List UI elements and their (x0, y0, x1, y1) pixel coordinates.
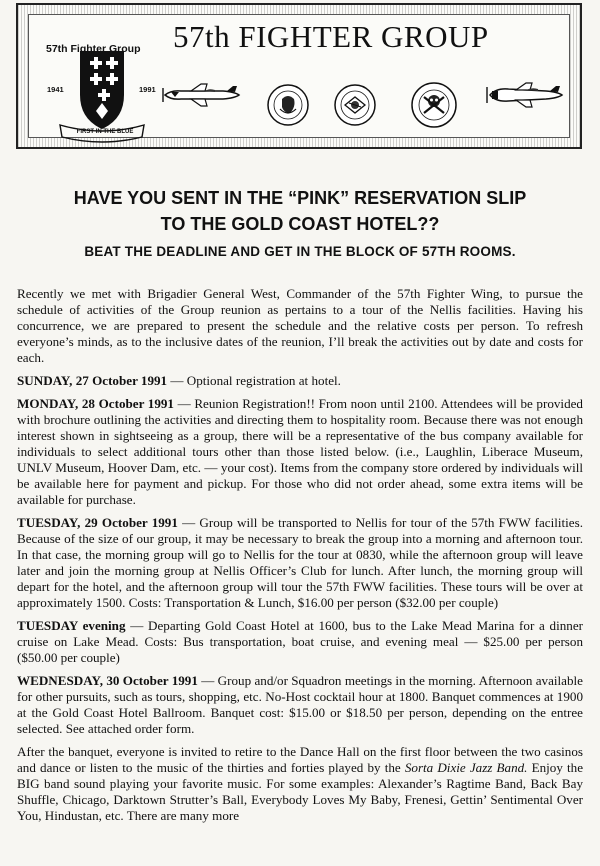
sunday-paragraph (17, 373, 583, 389)
monday-lead: MONDAY, 28 October 1991 (17, 396, 174, 411)
p47-plane-icon (484, 80, 566, 110)
banner-title: 57th FIGHTER GROUP (173, 19, 489, 54)
headline-subline: BEAT THE DEADLINE AND GET IN THE BLOCK OF 57TH ROOMS. (84, 244, 516, 259)
header-banner (16, 3, 582, 149)
wednesday-lead: WEDNESDAY, 30 October 1991 (17, 673, 198, 688)
tuesday-evening-lead: TUESDAY evening (17, 618, 126, 633)
tuesday-text: — Group will be transported to Nellis for tour of the 57th FWW facilities. Because of the size of our group, it may be necessary to break the group into a morning and afternoon tour. In that case, the morning group will go to Nellis for the tour at 0830, while the afternoon group will leave later and join the morning group at Nellis Officer’s Club for lunch. After lunch, the morning group will depart for the hotel, and the afternoon group will tour the 57th FWW facilities. These tours will be over at approximately 1500. Costs: Transportation & Lunch, $16.00 per person ($32.00 per couple) (17, 515, 583, 610)
wednesday-paragraph (17, 673, 583, 737)
crest-year-right: 1991 (139, 85, 156, 94)
headline-line-1: HAVE YOU SENT IN THE “PINK” RESERVATION SLIP (73, 188, 527, 208)
band-name: Sorta Dixie Jazz Band. (404, 760, 528, 775)
wednesday-text: — Group and/or Squadron meetings in the morning. Afternoon available for other pursuits, such as tours, shopping, etc. No-Host cocktail hour at 1800. Banquet commences at 1900 at the Gold Coast Hotel Ballroom. Banquet cost: $15.00 or $18.50 per person, depending on the entree selected. See attached order form. (17, 673, 583, 736)
after-banquet-paragraph (17, 744, 583, 824)
intro-paragraph: Recently we met with Brigadier General West, Commander of the 57th Fighter Wing, to pursue the schedule of activities of the Group reunion as pertains to a tour of the Nellis facilities. Having his concurrence, we are prepared to present the schedule and the relative costs per person. To refresh everyone’s minds, as to the inclusive dates of the reunion, I’ll break the activities out by date and costs for each. (17, 286, 583, 365)
monday-text: — Reunion Registration!! From noon until 2100. Attendees will be provided with brochure outlining the activities and directing them to hospitality room. Because there was not enough interest shown in sightseeing as a group, there will be a representative of the bus company available for individuals to select additional tours other than those listed below. (i.e., Laughlin, Liberace Museum, UNLV Museum, Hoover Dam, etc. — your cost). Items from the company store ordered by individuals will be available here for payment and pickup. For those who did not order ahead, some extra items will be available for purchase. (17, 396, 583, 507)
monday-paragraph (17, 396, 583, 508)
squadron-badge-2-icon (333, 83, 377, 127)
crest-year-left: 1941 (47, 85, 64, 94)
after-banquet-text-1: After the banquet, everyone is invited to retire to the Dance Hall on the first floor between the two casinos and dance or listen to the music of the thirties and forties played by the (17, 744, 583, 775)
tuesday-lead: TUESDAY, 29 October 1991 (17, 515, 178, 530)
squadron-badge-3-icon (410, 81, 458, 129)
squadron-badge-1-icon (266, 83, 310, 127)
sunday-text: — Optional registration at hotel. (167, 373, 341, 388)
crest-group-label: 57th Fighter Group (46, 43, 141, 55)
tuesday-evening-paragraph (17, 618, 583, 666)
after-banquet-text-2: Enjoy the BIG band sound playing your favorite music. For some examples: Alexander’s Ragtime Band, Back Bay Shuffle, Chicago, Darktown Strutter’s Ball, Everybody Loves My Baby, Frenesi, Gettin’ Sentimental Over You, Hindustan, etc. There are many more (17, 760, 583, 823)
article-body (17, 286, 583, 831)
tuesday-evening-text: — Departing Gold Coast Hotel at 1600, bus to the Lake Mead Marina for a dinner cruise on Lake Mead. Costs: Bus transportation, boat cruise, and evening meal — $25.00 per person ($50.00 per couple) (17, 618, 584, 665)
sunday-lead: SUNDAY, 27 October 1991 (17, 373, 168, 388)
tuesday-paragraph (17, 515, 583, 611)
p40-plane-icon (161, 80, 243, 110)
crest-motto: FIRST IN THE BLUE (76, 129, 134, 135)
headline-line-2: TO THE GOLD COAST HOTEL?? (160, 214, 440, 234)
